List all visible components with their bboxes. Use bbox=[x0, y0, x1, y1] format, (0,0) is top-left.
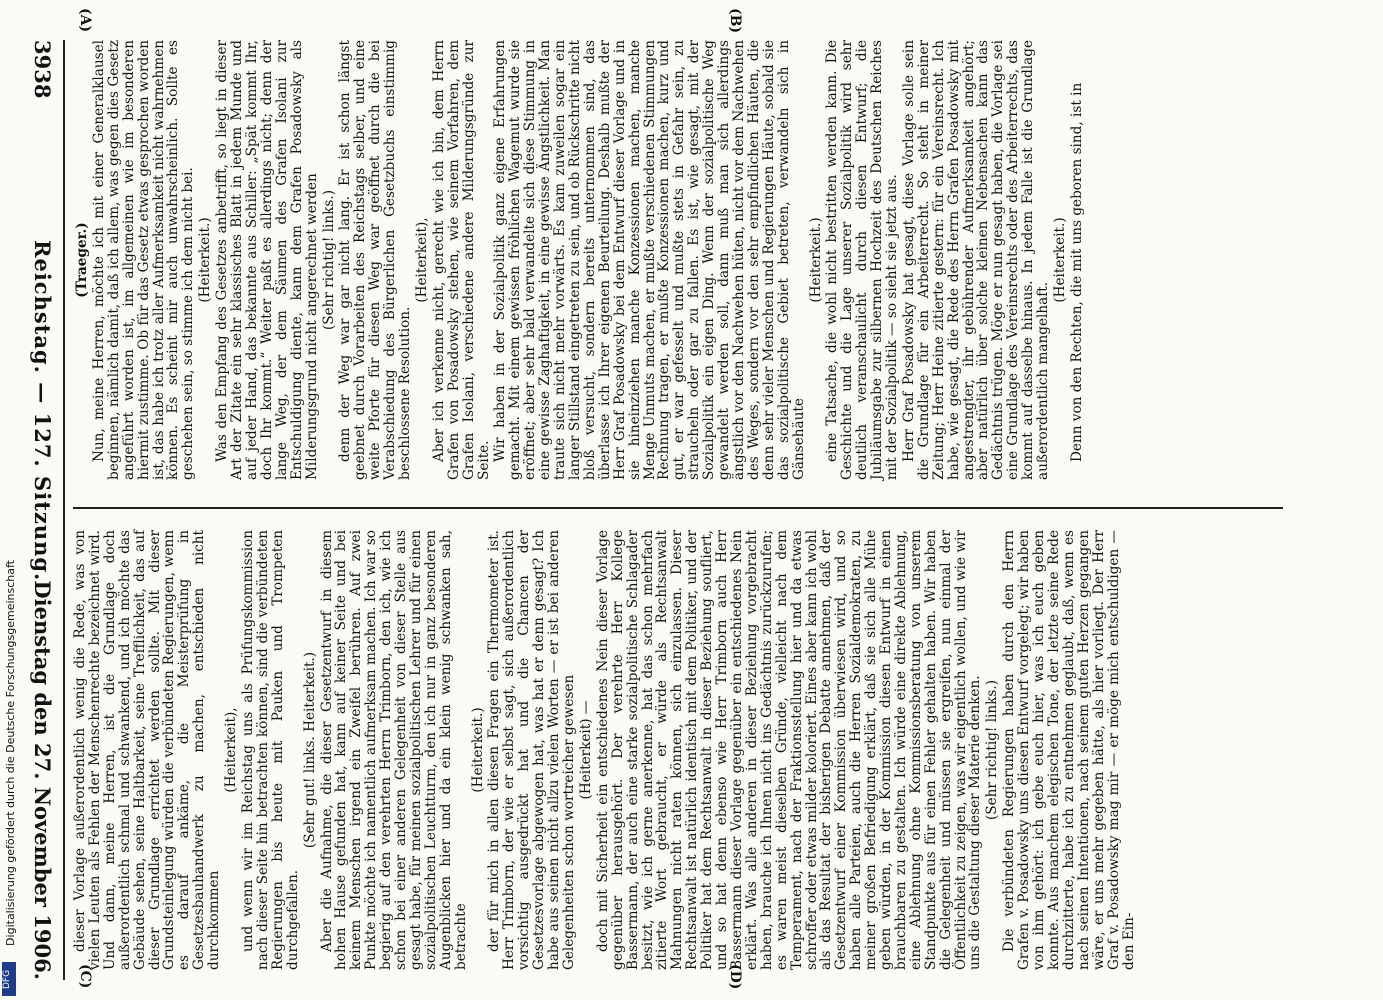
page-title: Reichstag. — 127. Sitzung. bbox=[30, 240, 55, 582]
paragraph: Herr Graf Posadowsky hat gesagt, diese Vorlage solle sein die Grundlage für ein Arbeiterrecht. So steht in meiner Zeitung; Herr Heine zitierte gestern: für ein Vereinsrecht. Ich habe, wie gesagt, die Rede des Herrn Grafen Posadowsky mit angestrengter, ihr gebührender Aufmerksamkeit angehört; aber natürlich über solche kleinen Nebensachen kann das Gedächtnis trügen. Möge er nun gesagt haben, die Vorlage sei eine Grundlage des Vereinsrechts oder des Arbeiterrechts, das kommt auf dasselbe hinaus. In jedem Falle ist die Grundlage außerordentlich mangelhaft. bbox=[900, 40, 1052, 480]
margin-marker-b: (B) bbox=[727, 8, 743, 34]
paragraph: Die verbündeten Regierungen haben durch den Herrn Grafen v. Posadowsky uns diesen Entwurf vorgelegt; wir haben von ihm gehört: ich gebe euch hier, was ich euch geben konnte. Aus manchem elegischen Tone, der letzte seine Rede durchzitterte, habe ich zu entnehmen geglaubt, daß, wenn es nach seinen Intentionen, nach seinem guten Herzen gegangen wäre, er uns mehr gegeben hätte, als hier vorliegt. Der Herr Graf v. Posadowsky mag mir — er möge mich entschuldigen — den Ein- bbox=[1001, 530, 1137, 970]
dfg-logo: DFG bbox=[2, 962, 16, 996]
paragraph: eine Tatsache, die wohl nicht bestritten werden kann. Die Geschichte und die Lage unserer Sozialpolitik wird sehr deutlich veranschaulicht durch diesen Entwurf; die Jubiläumsgabe zur silbernen Hochzeit des Deutschen Reiches mit der Sozialpolitik — so sieht sie jetzt aus. bbox=[824, 40, 901, 480]
interjection: (Heiterkeit.) bbox=[469, 707, 486, 793]
margin-marker-d: (D) bbox=[727, 964, 743, 990]
interjection: (Sehr richtig! links.) bbox=[320, 189, 337, 331]
header-rule bbox=[64, 40, 66, 980]
interjection: (Heiterkeit.) bbox=[197, 217, 214, 303]
interjection: (Heiterkeit), bbox=[223, 707, 240, 793]
session-date: Dienstag den 27. November 1906. bbox=[30, 580, 55, 980]
interjection: (Heiterkeit.) bbox=[807, 217, 824, 303]
page-number: 3938 bbox=[30, 40, 55, 99]
paragraph: Aber die Aufnahme, die dieser Gesetzentwurf in diesem hohen Hause gefunden hat, kann auf keiner Seite und bei keinem Menschen irgend ein Zweifel berühren. Auf zwei Punkte möchte ich namentlich aufmerksam machen. Ich war so begierig auf den verehrten Herrn Trimborn, den ich, wie ich schon bei einer anderen Gelegenheit von dieser Stelle aus gesagt habe, für meinen sozialpolitischen Lehrer und für einen sozialpolitischen Leuchtturm, den ich nur in ganz besonderen Augenblicken hier und da ein klein wenig schwanken sah, betrachte bbox=[318, 530, 469, 970]
paragraph: Nun, meine Herren, möchte ich mit einer Generalklausel beginnen, nämlich damit, daß ich allem, was gegen dies Gesetz angeführt worden ist, im allgemeinen wie im besonderen hiermit zustimme. Ob für das Gesetz etwas gesprochen worden ist, das habe ich trotz aller Aufmerksamkeit nicht wahrnehmen können. Es scheint mir auch unwahrscheinlich. Sollte es geschehen sein, so stimme ich dem nicht bei. bbox=[90, 40, 197, 480]
speaker-name: (Traeger.) bbox=[74, 222, 90, 298]
interjection: (Heiterkeit) — bbox=[577, 700, 594, 800]
interjection: (Heiterkeit.) bbox=[1052, 217, 1068, 303]
paragraph: Aber ich verkenne nicht, gerecht wie ich bin, dem Herrn Grafen von Posadowsky stehen, wie seinem Vorfahren, dem Grafen Isolani, verschiedene andere Milderungsgründe zur Seite. bbox=[430, 40, 492, 480]
paragraph: doch mit Sicherheit ein entschiedenes Nein dieser Vorlage gegenüber herausgehört. Der verehrte Herr Kollege Bassermann, der auch eine starke sozialpolitische Schlagader besitzt, wie ich gerne anerkenne, hat das schon mehrfach zitierte Wort gebraucht, er würde als Rechtsanwalt Mahnungen nicht raten können, sich einzulassen. Dieser Rechtsanwalt ist natürlich identisch mit dem Politiker, und der Politiker hat dem Rechtsanwalt in dieser Beziehung soufliert, und so hat denn ebenso wie Herr Trimborn auch Herr Bassermann dieser Vorlage gegenüber ein entschiedenes Nein erklärt. Was alle anderen in dieser Beziehung vorgebracht haben, brauche ich Ihnen nicht ins Gedächtnis zurückzurufen; es waren meist dieselben Gründe, vielleicht nach dem Temperament, nach der Fraktionsstellung hier und da etwas schroffer oder etwas milder koloriert. Eines aber kann ich wohl als das Resultat der bisherigen Debatte annehmen, daß der Gesetzentwurf einer Kommission überwiesen wird, und so haben alle Parteien, auch die Herren Sozialdemokraten, zu meiner großen Befriedigung erklärt, daß sie sich alle Mühe geben würden, in der Kommission diesen Entwurf in einen brauchbaren zu gestalten. Ich würde eine direkte Ablehnung, eine Ablehnung ohne Kommissionsberatung von unserem Standpunkte aus für einen Fehler gehalten haben. Wir haben die Gelegenheit und müssen sie ergreifen, nun einmal der Öffentlichkeit zu zeigen, was wir eigentlich wollen, und wie wir uns die Gestaltung dieser Materie denken. bbox=[594, 530, 984, 970]
right-column bbox=[73, 530, 1138, 970]
paragraph: der für mich in allen diesen Fragen ein Thermometer ist. Herr Trimborn, der wie er selbst sagt, sich außerordentlich vorsichtig ausgedrückt hat und die Chancen der Gesetzesvorlage abgewogen hat, was hat er denn gesagt? Ich habe aus seinen nicht allzu vielen Worten — er ist bei anderen Gelegenheiten schon wortreicher gewesen bbox=[486, 530, 577, 970]
margin-marker-a: (A) bbox=[77, 8, 93, 33]
page-header bbox=[27, 40, 55, 980]
column-divider bbox=[73, 507, 1283, 509]
paragraph: dieser Vorlage außerordentlich wenig die Rede, was von vielen Leuten als Fehlen der Menschenrechte bezeichnet wird. Und dann, meine Herren, ist die Grundlage doch außerordentlich schmal und schwankend, und ich möchte das Gebäude sehen, seine Haltbarkeit, seine Trefflichkeit, das auf dieser Grundlage errichtet werden sollte. Mit dieser Grundsteinlegung würden die verbündeten Regierungen, wenn es darauf ankäme, die Meisterprüfung in Gesetzesbauhandwerk zu machen, entschieden nicht durchkommen bbox=[72, 530, 223, 970]
interjection: (Sehr gut! links. Heiterkeit.) bbox=[301, 651, 318, 849]
paragraph: Was den Empfang des Gesetzes anbetrifft, so liegt in dieser Art der Zitate ein sehr klassisches Blatt in jedem Munde und auf jeder Hand, das bekannte aus Schiller: „Spät kommt Ihr, doch Ihr kommt.“ Weiter paßt es allerdings nicht; denn der lange Weg, der dem Säumen des Grafen Isolani zur Entschuldigung diente, kann dem Grafen Posadowsky als Milderungsgrund nicht angerechnet werden bbox=[214, 40, 320, 480]
interjection: (Sehr richtig! links.) bbox=[984, 679, 1001, 821]
paragraph: denn der Weg war gar nicht lang. Er ist schon längst geebnet durch Vorarbeiten des Reichstags selber, und eine weite Pforte für diesen Weg war geöffnet durch die bei Verabschiedung des Bürgerlichen Gesetzbuchs einstimmig beschlossene Resolution. bbox=[337, 40, 414, 480]
margin-marker-c: (C) bbox=[77, 964, 93, 989]
interjection: (Heiterkeit), bbox=[413, 217, 430, 303]
paragraph: und wenn wir im Reichstag uns als Prüfungskommission nach dieser Seite hin betrachten können, sind die verbündeten Regierungen bis heute mit Pauken und Trompeten durchgefallen. bbox=[239, 530, 301, 970]
paragraph: Denn von den Rechten, die mit uns geboren sind, ist in bbox=[1068, 82, 1085, 462]
digitization-credit: Digitalisierung gefördert durch die Deutsche Forschungsgemeinschaft bbox=[4, 560, 17, 946]
left-column bbox=[73, 40, 1087, 480]
paragraph: Wir haben in der Sozialpolitik ganz eigene Erfahrungen gemacht. Mit einem gewissen fröhlichen Wagemut wurde sie eröffnet; aber sehr bald verwandelte sich diese Stimmung in eine gewisse Zaghaftigkeit, in eine gewisse Ängstlichkeit. Man traute sich nicht mehr vorwärts. Es kam zuweilen sogar ein langer Stillstand eingetreten zu sein, und ob Rückschritte nicht bloß versucht, sondern bereits unternommen sind, das überlasse ich Ihrer eigenen Beurteilung. Deshalb mußte der Herr Graf Posadowsky bei dem Entwurf dieser Vorlage und in sie hineinziehen manche Konzessionen machen, manche Menge Unmuts machen, er mußte verschiedenen Stimmungen Rechnung tragen, er mußte Konzessionen machen, kurz und gut, er war gefesselt und mußte stets in Gefahr sein, zu straucheln oder gar zu fallen. Es ist, wie gesagt, mit der Sozialpolitik ein eigen Ding. Wenn der sozialpolitische Weg gewandelt werden soll, dann muß man sich allerdings ängstlich vor den Nachwehen hüten, nicht vor dem Nachwehen des Weges, sondern vor den sehr empfindlichen Häuten, die denn sehr vieler Menschen und Regierungen Häute, sobald sie das sozialpolitische Gebiet betreten, verwandeln sich in Gänsehäute bbox=[492, 40, 807, 480]
